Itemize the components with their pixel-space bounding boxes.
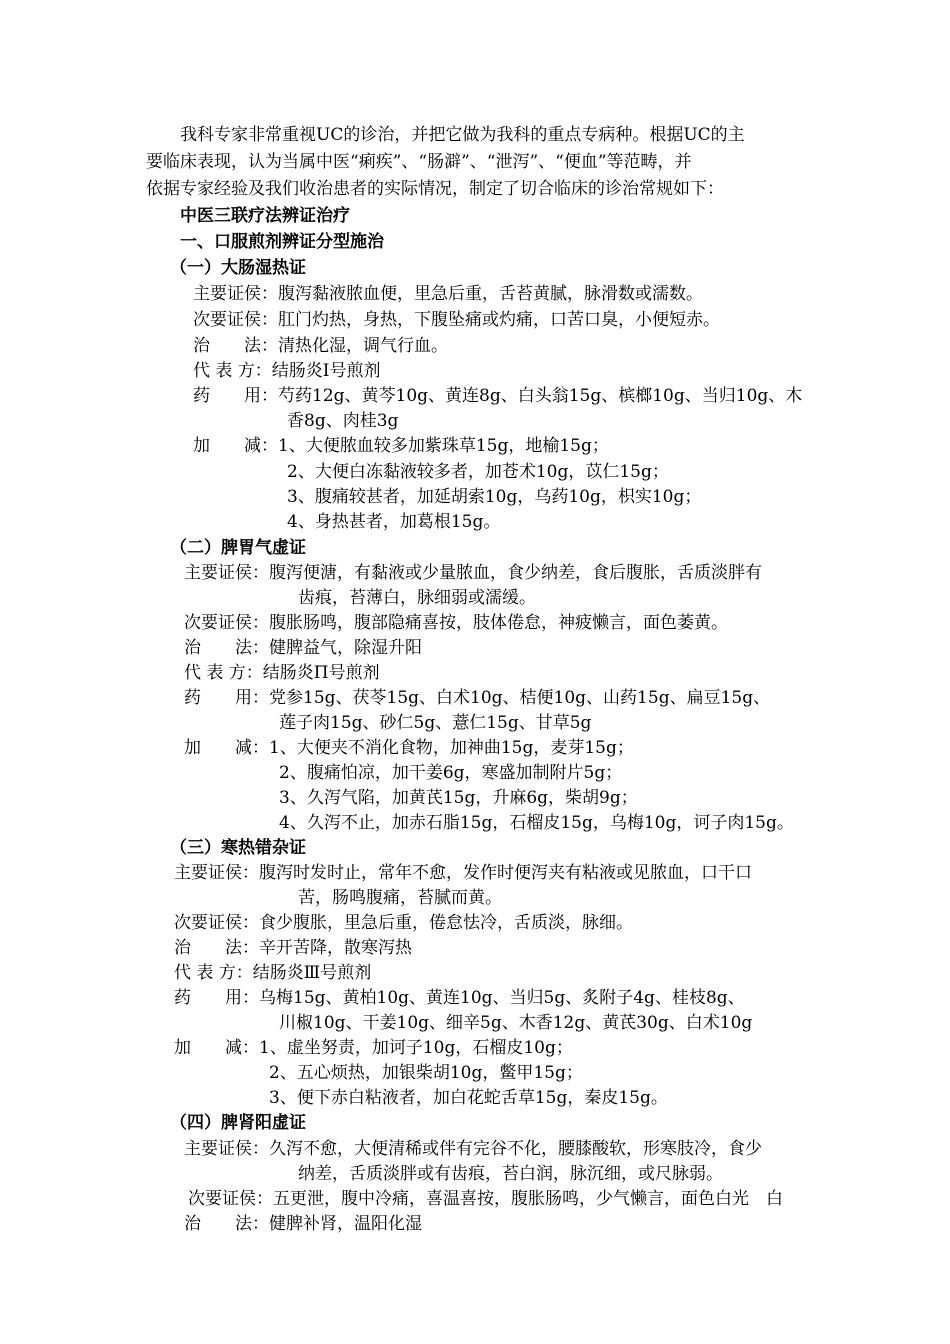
s4-main-symptoms: 主要证侯：久泻不愈，大便清稀或伴有完谷不化，腰膝酸软，形寒肢冷，食少 [184,1139,762,1159]
s4-secondary-symptoms: 次要证侯：五更泄，腹中冷痛，喜温喜按，腹胀肠鸣，少气懒言，面色白光 白 [188,1189,783,1209]
s3-secondary-symptoms: 次要证侯：食少腹胀，里急后重，倦怠怯冷，舌质淡，脉细。 [174,913,633,933]
intro-line-3: 依据专家经验及我们收治患者的实际情况，制定了切合临床的诊治常规如下： [146,179,724,199]
s3-herbs-cont: 川椒10g、干姜10g、细辛5g、木香12g、黄芪30g、白术10g [279,1013,753,1033]
s2-main-symptoms-cont: 齿痕，苔薄白，脉细弱或濡缓。 [298,588,536,608]
s3-formula: 代 表 方：结肠炎Ⅲ号煎剂 [174,963,372,983]
s3-treatment-method: 治 法：辛开苦降，散寒泻热 [174,938,412,958]
s2-treatment-method: 治 法：健脾益气，除湿升阳 [184,638,422,658]
s3-herbs: 药 用：乌梅15g、黄柏10g、黄连10g、当归5g、炙附子4g、桂枝8g、 [174,988,745,1008]
s1-modification-4: 4、身热甚者，加葛根15g。 [287,512,501,532]
s3-main-symptoms-cont: 苦，肠鸣腹痛，苔腻而黄。 [298,888,502,908]
syndrome-title-3: （三）寒热错杂证 [170,838,306,858]
section-heading-oral-decoction: 一、口服煎剂辨证分型施治 [180,232,384,252]
s4-treatment-method: 治 法：健脾补肾，温阳化湿 [184,1214,422,1234]
s2-modification-1: 加 减：1、大便夹不消化食物，加神曲15g，麦芽15g； [184,738,634,758]
s2-secondary-symptoms: 次要证侯：腹胀肠鸣，腹部隐痛喜按，肢体倦怠，神疲懒言，面色萎黄。 [184,613,728,633]
s2-herbs: 药 用：党参15g、茯苓15g、白术10g、桔便10g、山药15g、扁豆15g、 [184,688,771,708]
s2-main-symptoms: 主要证侯：腹泻便溏，有黏液或少量脓血，食少纳差，食后腹胀，舌质淡胖有 [184,563,762,583]
s1-main-symptoms: 主要证侯：腹泻黏液脓血便，里急后重，舌苔黄腻，脉滑数或濡数。 [193,284,703,304]
intro-line-1: 我科专家非常重视UC的诊治，并把它做为我科的重点专病种。根据UC的主 [180,125,745,145]
syndrome-title-4: （四）脾肾阳虚证 [170,1113,306,1133]
s1-herbs-cont: 香8g、肉桂3g [287,411,399,431]
syndrome-title-1: （一）大肠湿热证 [170,258,306,278]
syndrome-title-2: （二）脾胃气虚证 [170,538,306,558]
s1-modification-1: 加 减：1、大便脓血较多加紫珠草15g，地榆15g； [193,436,609,456]
s4-main-symptoms-cont: 纳差，舌质淡胖或有齿痕，苔白润，脉沉细，或尺脉弱。 [298,1164,723,1184]
s2-modification-3: 3、久泻气陷，加黄芪15g，升麻6g，柴胡9g； [279,788,638,808]
s1-herbs: 药 用：芍药12g、黄芩10g、黄连8g、白头翁15g、槟榔10g、当归10g、木 [193,386,803,406]
s1-secondary-symptoms: 次要证侯：肛门灼热，身热，下腹坠痛或灼痛，口苦口臭，小便短赤。 [193,310,720,330]
s2-formula: 代 表 方：结肠炎Π号煎剂 [184,663,380,683]
main-heading: 中医三联疗法辨证治疗 [180,206,350,226]
s1-formula: 代 表 方：结肠炎Ⅰ号煎剂 [193,361,381,381]
s1-modification-2: 2、大便白冻黏液较多者，加苍术10g，苡仁15g； [287,462,669,482]
s2-modification-4: 4、久泻不止，加赤石脂15g，石榴皮15g，乌梅10g，诃子肉15g。 [279,813,794,833]
s2-herbs-cont: 莲子肉15g、砂仁5g、薏仁15g、甘草5g [279,713,592,733]
s2-modification-2: 2、腹痛怕凉，加干姜6g，寒盛加制附片5g； [279,763,623,783]
s3-modification-3: 3、便下赤白粘液者，加白花蛇舌草15g，秦皮15g。 [269,1088,668,1108]
s3-modification-2: 2、五心烦热，加银柴胡10g，鳖甲15g； [269,1063,583,1083]
s3-main-symptoms: 主要证侯：腹泻时发时止，常年不愈，发作时便泻夹有粘液或见脓血，口干口 [174,863,752,883]
intro-line-2: 要临床表现，认为当属中医“痢疾”、“肠澼”、“泄泻”、“便血”等范畴，并 [146,152,692,172]
s1-treatment-method: 治 法：清热化湿，调气行血。 [193,336,448,356]
s3-modification-1: 加 减：1、虚坐努责，加诃子10g，石榴皮10g； [174,1038,573,1058]
s1-modification-3: 3、腹痛较甚者，加延胡索10g，乌药10g，枳实10g； [287,487,702,507]
